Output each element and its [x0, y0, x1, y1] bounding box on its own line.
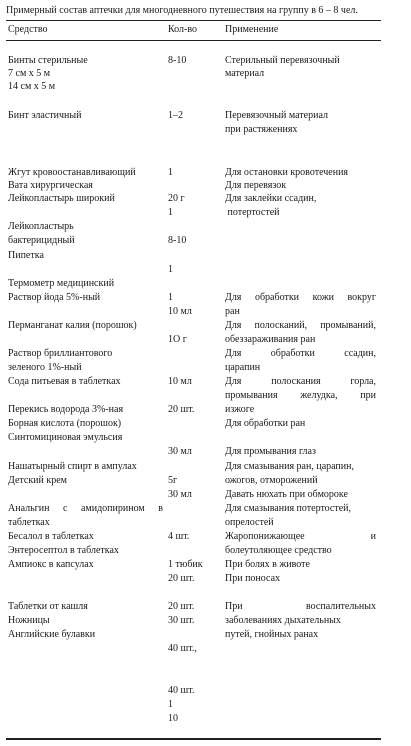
item-cell: Вата хирургическая — [8, 180, 93, 191]
item-cell: таблетках — [8, 517, 50, 528]
item-cell: Лейкопластырь широкий — [8, 193, 115, 204]
item-cell: Пипетка — [8, 250, 44, 261]
table-top-rule — [6, 20, 381, 21]
usage-cell: болеутоляющее средство — [225, 545, 332, 556]
usage-cell: Для смазывания потертостей, — [225, 503, 352, 514]
usage-cell: обеззараживания ран — [225, 334, 316, 345]
item-cell: Раствор бриллиантового — [8, 348, 113, 359]
item-cell: Синтомициновая эмульсия — [8, 432, 123, 443]
qty-cell: 20 шт. — [168, 601, 195, 612]
table-bottom-rule — [6, 738, 381, 740]
usage-cell: заболеваниях дыхательных — [225, 615, 341, 626]
qty-cell: 4 шт. — [168, 531, 190, 542]
item-cell: 7 см х 5 м — [8, 68, 51, 79]
usage-cell: Для заклейки ссадин, — [225, 193, 317, 204]
usage-cell: При воспалительных — [225, 601, 376, 612]
usage-cell: Стерильный перевязочный — [225, 55, 340, 66]
usage-cell: Для смазывания ран, царапин, — [225, 461, 354, 472]
usage-cell: Для остановки кровотечения — [225, 167, 349, 178]
qty-cell: 30 мл — [168, 446, 192, 457]
usage-cell: Для перевязок — [225, 180, 287, 191]
usage-cell: При поносах — [225, 573, 281, 584]
qty-cell: 20 г — [168, 193, 185, 204]
qty-cell: 40 шт. — [168, 685, 195, 696]
usage-cell: ожогов, отморожений — [225, 475, 318, 486]
item-cell: Жгут кровоостанавливающий — [8, 167, 136, 178]
usage-cell: Жаропонижающее и — [225, 531, 376, 542]
qty-cell: 20 шт. — [168, 404, 195, 415]
item-cell: Анальгин с амидопирином в — [8, 503, 163, 514]
item-cell: Нашатырный спирт в ампулах — [8, 461, 137, 472]
item-cell: Таблетки от кашля — [8, 601, 88, 612]
item-cell: Энтеросептол в таблетках — [8, 545, 119, 556]
usage-cell: Для обработки ран — [225, 418, 306, 429]
usage-cell: потертостей — [225, 207, 280, 218]
usage-cell: материал — [225, 68, 265, 79]
usage-cell: Давать нюхать при обмороке — [225, 489, 348, 500]
table-header-rule — [6, 40, 381, 41]
qty-cell: 10 мл — [168, 306, 192, 317]
item-cell: Ампиокс в капсулах — [8, 559, 94, 570]
qty-cell: 30 шт. — [168, 615, 195, 626]
item-cell: 14 см х 5 м — [8, 81, 56, 92]
item-cell: Бинты стерильные — [8, 55, 88, 66]
header-item: Средство — [8, 24, 48, 35]
item-cell: Бинт эластичный — [8, 110, 82, 121]
item-cell: Раствор йода 5%-ный — [8, 292, 101, 303]
qty-cell: 1 — [168, 699, 173, 710]
qty-cell: 8-10 — [168, 235, 187, 246]
page-title: Примерный состав аптечки для многодневного путешествия на группу в 6 – 8 чел. — [6, 5, 358, 16]
usage-cell: изжоге — [225, 404, 255, 415]
item-cell: Борная кислота (порошок) — [8, 418, 122, 429]
item-cell: Термометр медицинский — [8, 278, 115, 289]
usage-cell: Для полоскания горла, — [225, 376, 376, 387]
qty-cell: 8-10 — [168, 55, 187, 66]
usage-cell: Перевязочный материал — [225, 110, 328, 121]
header-qty: Кол-во — [168, 24, 198, 35]
item-cell: Бесалол в таблетках — [8, 531, 94, 542]
item-cell: Перманганат калия (порошок) — [8, 320, 137, 331]
usage-cell: Для полосканий, промываний, — [225, 320, 376, 331]
usage-cell: царапин — [225, 362, 261, 373]
qty-cell: 20 шт. — [168, 573, 195, 584]
usage-cell: Для обработки кожи вокруг — [225, 292, 376, 303]
item-cell: Сода питьевая в таблетках — [8, 376, 121, 387]
qty-cell: 1 — [168, 207, 173, 218]
item-cell: Детский крем — [8, 475, 67, 486]
header-usage: Применение — [225, 24, 279, 35]
qty-cell: 1 — [168, 264, 173, 275]
usage-cell: промывания желудка, при — [225, 390, 376, 401]
usage-cell: при растяжениях — [225, 124, 298, 135]
item-cell: Лейкопластырь — [8, 221, 74, 232]
qty-cell: 1–2 — [168, 110, 183, 121]
qty-cell: 1 тюбик — [168, 559, 203, 570]
item-cell: Ножницы — [8, 615, 50, 626]
usage-cell: путей, гнойных ранах — [225, 629, 319, 640]
qty-cell: 1 — [168, 167, 173, 178]
qty-cell: 1 — [168, 292, 173, 303]
qty-cell: 30 мл — [168, 489, 192, 500]
qty-cell: 10 — [168, 713, 178, 724]
qty-cell: 5г — [168, 475, 178, 486]
qty-cell: 40 шт., — [168, 643, 197, 654]
usage-cell: При болях в животе — [225, 559, 310, 570]
item-cell: бактерицидный — [8, 235, 75, 246]
qty-cell: 1О г — [168, 334, 187, 345]
usage-cell: Для промывания глаз — [225, 446, 316, 457]
item-cell: зеленого 1%-ный — [8, 362, 82, 373]
usage-cell: Для обработки ссадин, — [225, 348, 376, 359]
usage-cell: опрелостей — [225, 517, 274, 528]
qty-cell: 10 мл — [168, 376, 192, 387]
item-cell: Английские булавки — [8, 629, 96, 640]
usage-cell: ран — [225, 306, 240, 317]
item-cell: Перекись водорода 3%-ная — [8, 404, 124, 415]
